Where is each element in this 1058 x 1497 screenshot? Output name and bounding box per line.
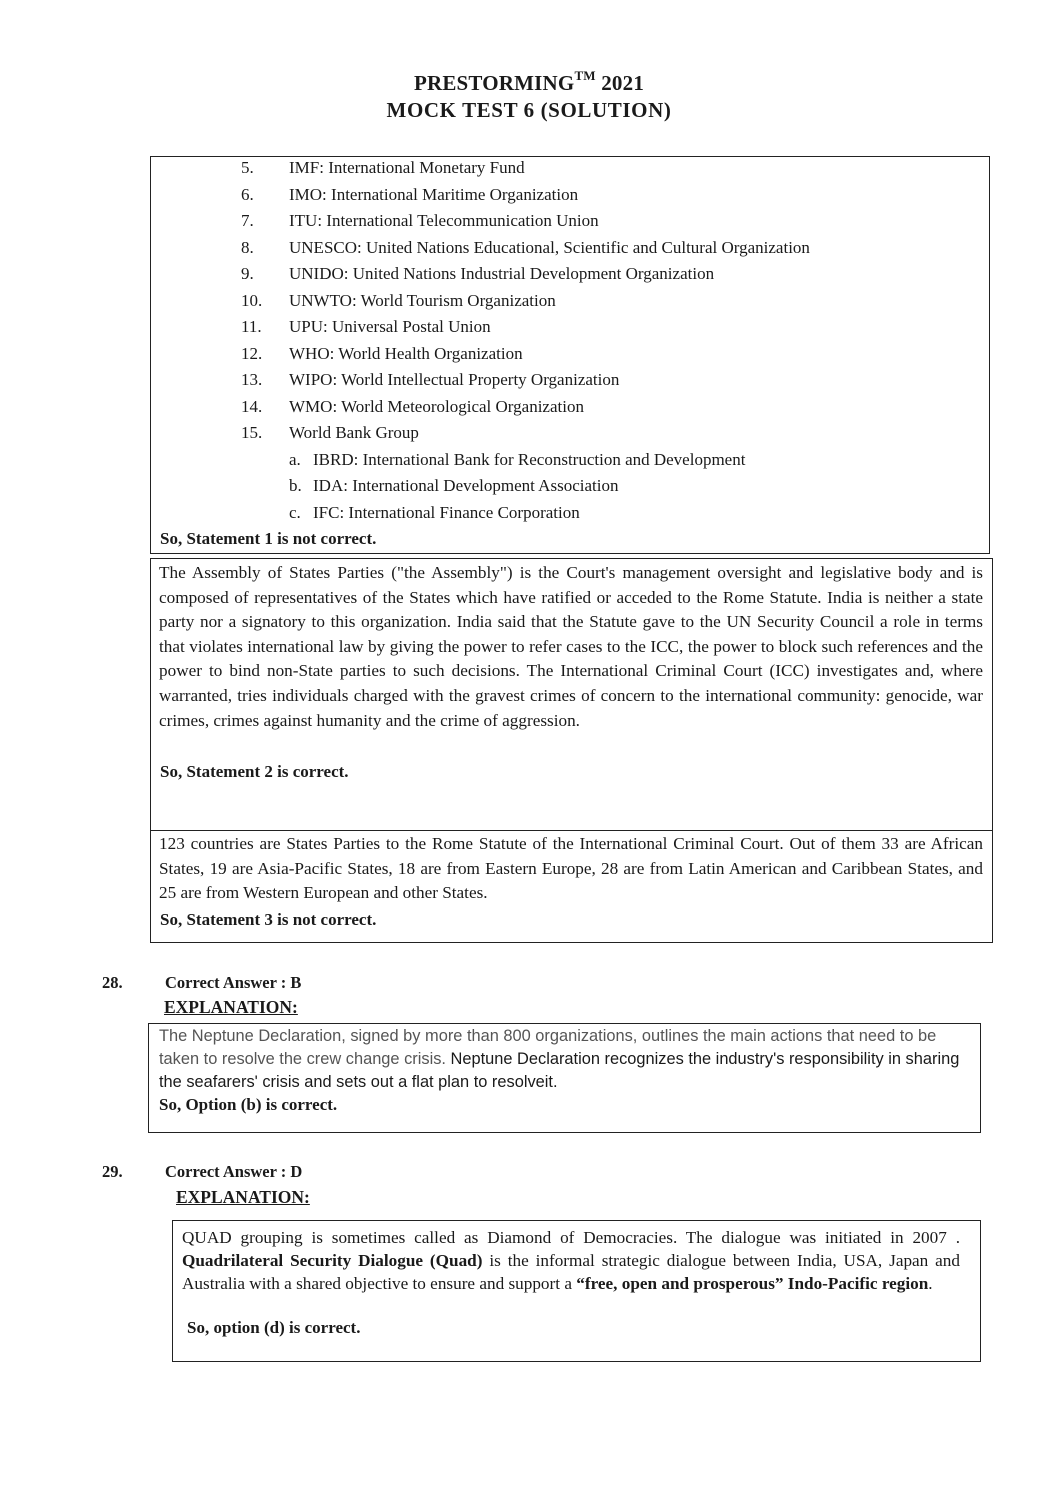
states-parties-paragraph: 123 countries are States Parties to the Rome Statute of the International Criminal Court. Out of them 33 are African States, 19 are Asia-Pacific States, 18 are from Eastern Europe, 28 are from Latin American and Caribbean States, and 25 are from Western European and other States.: [159, 834, 983, 903]
statement-2-verdict: So, Statement 2 is correct.: [160, 762, 349, 781]
question-number: 28.: [102, 973, 123, 992]
assembly-box: [150, 558, 993, 830]
trademark: TM: [574, 68, 596, 83]
page-subtitle: MOCK TEST 6 (SOLUTION): [386, 98, 672, 122]
option-d-verdict: So, option (d) is correct.: [187, 1318, 361, 1337]
page-title: PRESTORMING™ 2021: [413, 68, 645, 95]
option-b-verdict: So, Option (b) is correct.: [159, 1095, 338, 1114]
statement-3-verdict: So, Statement 3 is not correct.: [160, 910, 377, 929]
states-parties-box: [150, 830, 993, 943]
quad-explanation-box: [172, 1220, 981, 1362]
assembly-paragraph: The Assembly of States Parties ("the Assembly") is the Court's management oversight and legislative body and is composed of representatives of the States which have ratified or acceded to the Rome Statute. India is neither a state party nor a signatory to this organization. India said that the Statute gave to the UN Security Council a role in terms that violates international law by giving the power to refer cases to the ICC, the power to block such references and the power to bind non-State parties to such decisions. The International Criminal Court (ICC) investigates and, where warranted, tries individuals charged with the gravest crimes of concern to the international community: genocide, war crimes, crimes against humanity and the crime of aggression.: [159, 563, 983, 730]
explanation-heading: EXPLANATION:: [176, 1187, 310, 1207]
explanation-heading: EXPLANATION:: [164, 997, 298, 1017]
question-number: 29.: [102, 1162, 123, 1181]
correct-answer-label: Correct Answer : D: [165, 1162, 303, 1181]
neptune-explanation-box: [148, 1023, 981, 1133]
page-header: [0, 64, 1058, 124]
correct-answer-label: Correct Answer : B: [165, 973, 302, 992]
specialized-agencies-box: 5. IMF: International Monetary Fund 6. IMO: International Maritime Organization 7. ITU: International Telecommunication Union 8. UNESCO: United Nations Educational, Scientific and Cultural Organization 9. UNIDO: United Nations Industrial Development Organization 10. UNWTO: World Tourism Organization 11. UPU: Universal Postal Union 12. WHO: World Health Organization 13. WIPO: World Intellectual Property Organization 14. WMO: World Meteorological Organization 15. World Bank Group a. IBRD: International Bank for Reconstruction and Development b. IDA: International Development Association c. IFC: International Finance Corporation So, Statement 1 is not correct.: [150, 156, 990, 554]
neptune-paragraph: The Neptune Declaration, signed by more than 800 organizations, outlines the main actions that need to be taken to resolve the crew change crisis. Neptune Declaration recognizes the industry's responsibility in sharing the seafarers' crisis and sets out a flat plan to resolveit.: [159, 1027, 960, 1091]
statement-1-verdict: So, Statement 1 is not correct.: [160, 529, 377, 548]
quad-paragraph: QUAD grouping is sometimes called as Diamond of Democracies. The dialogue was initiated in 2007 . Quadrilateral Security Dialogue (Quad) is the informal strategic dialogue between India, USA, Japan and Australia with a shared objective to ensure and support a “free, open and prosperous” Indo-Pacific region.: [182, 1228, 960, 1293]
